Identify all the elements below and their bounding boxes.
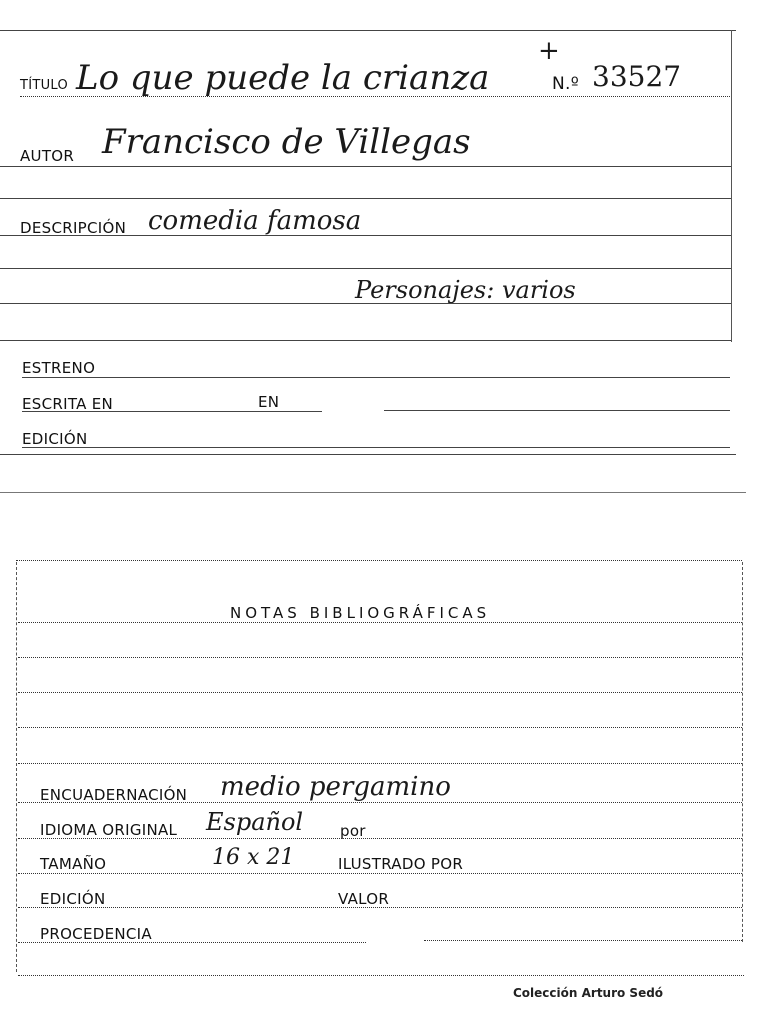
autor-line — [0, 166, 731, 167]
procedencia-label: PROCEDENCIA — [40, 925, 152, 943]
notas-line-4 — [18, 727, 742, 728]
tamano-value: 16 x 21 — [212, 845, 295, 870]
idioma-line — [18, 838, 742, 839]
procedencia-line-left — [18, 942, 366, 943]
titulo-label: TÍTULO — [20, 78, 69, 93]
cross-mark-icon: + — [538, 36, 560, 66]
escrita-en-line — [22, 411, 322, 412]
ilustrado-label: ILUSTRADO POR — [338, 855, 464, 873]
top-card-top-edge — [0, 30, 736, 31]
tamano-line — [18, 873, 742, 874]
bottom-card-left-edge — [16, 562, 17, 972]
notas-line-5 — [18, 763, 742, 764]
edicion-line-bottom — [18, 907, 742, 908]
tamano-label: TAMAÑO — [40, 855, 107, 873]
estreno-line — [22, 377, 730, 378]
descripcion-value: comedia famosa — [148, 206, 362, 236]
edicion-label-bottom: EDICIÓN — [40, 890, 106, 908]
encuadernacion-line — [18, 802, 742, 803]
bottom-card-bottom-line — [18, 975, 744, 976]
descripcion-extra: Personajes: varios — [355, 276, 576, 304]
bottom-card-right-edge — [742, 562, 743, 942]
autor-value: Francisco de Villegas — [102, 122, 471, 162]
por-label: por — [340, 822, 366, 840]
titulo-line — [20, 96, 730, 97]
numero-value: 33527 — [592, 60, 682, 93]
descripcion-line-4 — [0, 340, 731, 341]
escrita-en-label: ESCRITA EN — [22, 395, 114, 413]
idioma-label: IDIOMA ORIGINAL — [40, 821, 178, 839]
estreno-label: ESTRENO — [22, 359, 96, 377]
descripcion-line-2 — [0, 268, 731, 269]
valor-label: VALOR — [338, 890, 390, 908]
encuadernacion-value: medio pergamino — [220, 772, 451, 802]
notas-line-2 — [18, 657, 742, 658]
edicion-line-top — [22, 447, 730, 448]
numero-label: N.º — [552, 74, 580, 94]
idioma-value: Español — [206, 808, 304, 836]
en-label: EN — [258, 393, 280, 411]
autor-line-2 — [0, 198, 731, 199]
notas-title: NOTAS BIBLIOGRÁFICAS — [230, 604, 491, 622]
edicion-label-top: EDICIÓN — [22, 430, 88, 448]
notas-line-3 — [18, 692, 742, 693]
edicion-line-top-2 — [0, 454, 736, 455]
top-card-right-edge — [731, 30, 732, 342]
bottom-card-top-edge — [16, 560, 742, 561]
descripcion-line-3 — [0, 303, 731, 304]
procedencia-line-right — [424, 940, 742, 941]
notas-line-1 — [18, 622, 742, 623]
en-line — [384, 410, 730, 411]
autor-label: AUTOR — [20, 147, 75, 165]
descripcion-line — [0, 235, 731, 236]
top-card-bottom-edge — [0, 492, 746, 493]
collection-footer: Colección Arturo Sedó — [513, 986, 664, 1000]
descripcion-label: DESCRIPCIÓN — [20, 219, 127, 237]
titulo-value: Lo que puede la crianza — [76, 58, 490, 98]
encuadernacion-label: ENCUADERNACIÓN — [40, 786, 188, 804]
